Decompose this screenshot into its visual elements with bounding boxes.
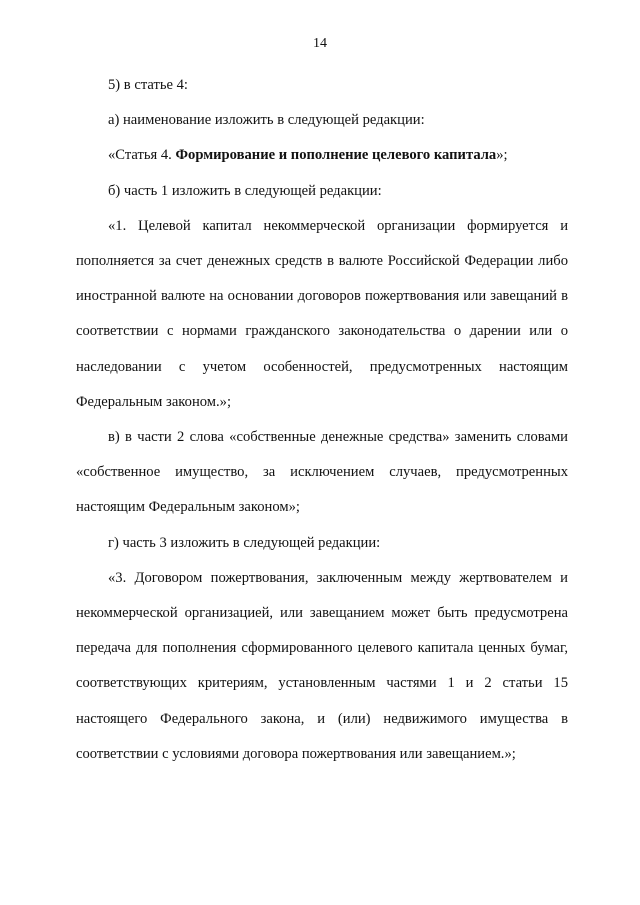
- paragraph-subitem-a: а) наименование изложить в следующей редакции:: [108, 112, 425, 129]
- page-number: 14: [313, 36, 327, 51]
- article-title-prefix: «Статья 4.: [108, 147, 176, 164]
- paragraph-part-1-text: «1. Целевой капитал некоммерческой организации формируется и пополняется за счет денежных средств в валюте Российской Федерации либо иностранной валюте на основании договоров пожертвования или завещаний в соответствии с нормами гражданского законодательства о дарении или о наследовании с учетом особенностей, предусмотренных настоящим Федеральным законом.»;: [76, 217, 568, 410]
- paragraph-article-title: [76, 138, 568, 173]
- article-title-suffix: »;: [496, 147, 508, 164]
- paragraph-article-4-item: 5) в статье 4:: [108, 77, 188, 93]
- paragraph-subitem-v: в) в части 2 слова «собственные денежные средства» заменить словами «собственное имущество, за исключением случаев, предусмотренных настоящим Федеральным законом»;: [76, 429, 568, 516]
- paragraph-subitem-g: г) часть 3 изложить в следующей редакции:: [108, 534, 381, 551]
- document-body: [76, 68, 568, 772]
- paragraph-subitem-b: б) часть 1 изложить в следующей редакции:: [108, 182, 382, 199]
- article-title-bold: Формирование и пополнение целевого капитала: [175, 147, 497, 164]
- paragraph-part-3-text: «3. Договором пожертвования, заключенным между жертвователем и некоммерческой организацией, или завещанием может быть предусмотрена передача для пополнения сформированного целевого капитала ценных бумаг, соответствующих критериям, установленным частями 1 и 2 статьи 15 настоящего Федерального закона, и (или) недвижимого имущества в соответствии с условиями договора пожертвования или завещанием.»;: [76, 569, 568, 762]
